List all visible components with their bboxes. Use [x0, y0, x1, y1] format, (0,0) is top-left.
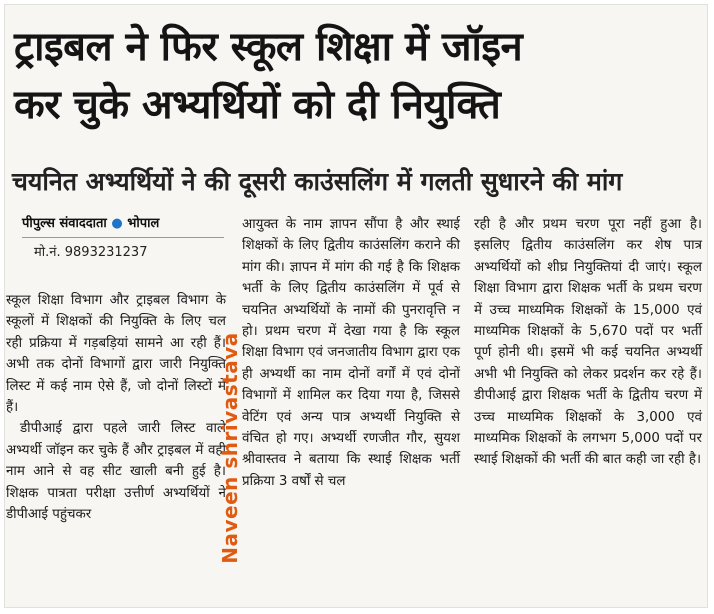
article-column-3	[474, 214, 702, 471]
byline-city: भोपाल	[127, 216, 160, 231]
byline-dot-icon: ●	[111, 216, 123, 231]
headline-line-1: ट्राइबल ने फिर स्कूल शिक्षा में जॉइन	[14, 24, 523, 70]
byline-mobile: मो.नं. 9893231237	[34, 245, 148, 260]
column-1-paragraph-1: स्कूल शिक्षा विभाग और ट्राइबल विभाग के स्कूलों में शिक्षकों की नियुक्ति के लिए चल रही प्रक्रिया में गड़बड़ियां सामने आ रही हैं। अभी तक दोनों विभागों द्वारा जारी नियुक्ति लिस्ट में कई नाम ऐसे हैं, जो दोनों लिस्टों में हैं।	[6, 293, 226, 416]
headline-line-2: कर चुके अभ्यर्थियों को दी नियुक्ति	[14, 82, 501, 128]
column-2-text: आयुक्त के नाम ज्ञापन सौंपा है और स्थाई शिक्षकों के लिए द्वितीय काउंसलिंग कराने की मांग की। ज्ञापन में मांग की गई है कि शिक्षक भर्ती के लिए द्वितीय काउंसलिंग में पूर्व से चयनित अभ्यर्थियों के नामों की पुनरावृत्ति न हो। प्रथम चरण में देखा गया है कि स्कूल शिक्षा विभाग एवं जनजातीय विभाग द्वारा एक ही अभ्यर्थी का नाम दोनों वर्गों में एवं दोनों विभागों में शामिल कर दिया गया है, जिससे वेटिंग एवं अन्य पात्र अभ्यर्थी नियुक्ति से वंचित हो गए। अभ्यर्थी रणजीत गौर, सुयश श्रीवास्तव ने बताया कि स्थाई शिक्षक भर्ती प्रक्रिया 3 वर्षों से चल	[242, 217, 460, 489]
watermark-text: Naveen shrivastava	[218, 332, 242, 564]
column-1-paragraph-2: डीपीआई द्वारा पहले जारी लिस्ट वाले अभ्यर्थी जॉइन कर चुके हैं और ट्राइबल में वही नाम आने से वह सीट खाली बनी हुई है। शिक्षक पात्रता परीक्षा उत्तीर्ण अभ्यर्थियों ने डीपीआई पहुंचकर	[6, 421, 226, 523]
headline	[14, 18, 704, 134]
column-3-text: रही है और प्रथम चरण पूरा नहीं हुआ है। इसलिए द्वितीय काउंसलिंग कर शेष पात्र अभ्यर्थियों को शीघ्र नियुक्तियां दी जाएं। स्कूल शिक्षा विभाग द्वारा शिक्षक भर्ती के प्रथम चरण में उच्च माध्यमिक शिक्षकों के 15,000 एवं माध्यमिक शिक्षकों के 5,670 पदों पर भर्ती पूर्ण होनी थी। इसमें भी कई चयनित अभ्यर्थी अभी भी नियुक्ति को लेकर प्रदर्शन कर रहे हैं। डीपीआई द्वारा शिक्षक भर्ती के द्वितीय चरण में उच्च माध्यमिक शिक्षकों के 3,000 एवं माध्यमिक शिक्षकों के लगभग 5,000 पदों पर स्थाई शिक्षकों की भर्ती की बात कही जा रही है।	[474, 217, 702, 468]
article-column-1	[6, 290, 226, 525]
article-column-2	[242, 214, 460, 492]
byline	[22, 214, 224, 238]
subheadline: चयनित अभ्यर्थियों ने की दूसरी काउंसलिंग में गलती सुधारने की मांग	[12, 167, 623, 196]
byline-reporter: पीपुल्स संवाददाता	[22, 216, 107, 231]
